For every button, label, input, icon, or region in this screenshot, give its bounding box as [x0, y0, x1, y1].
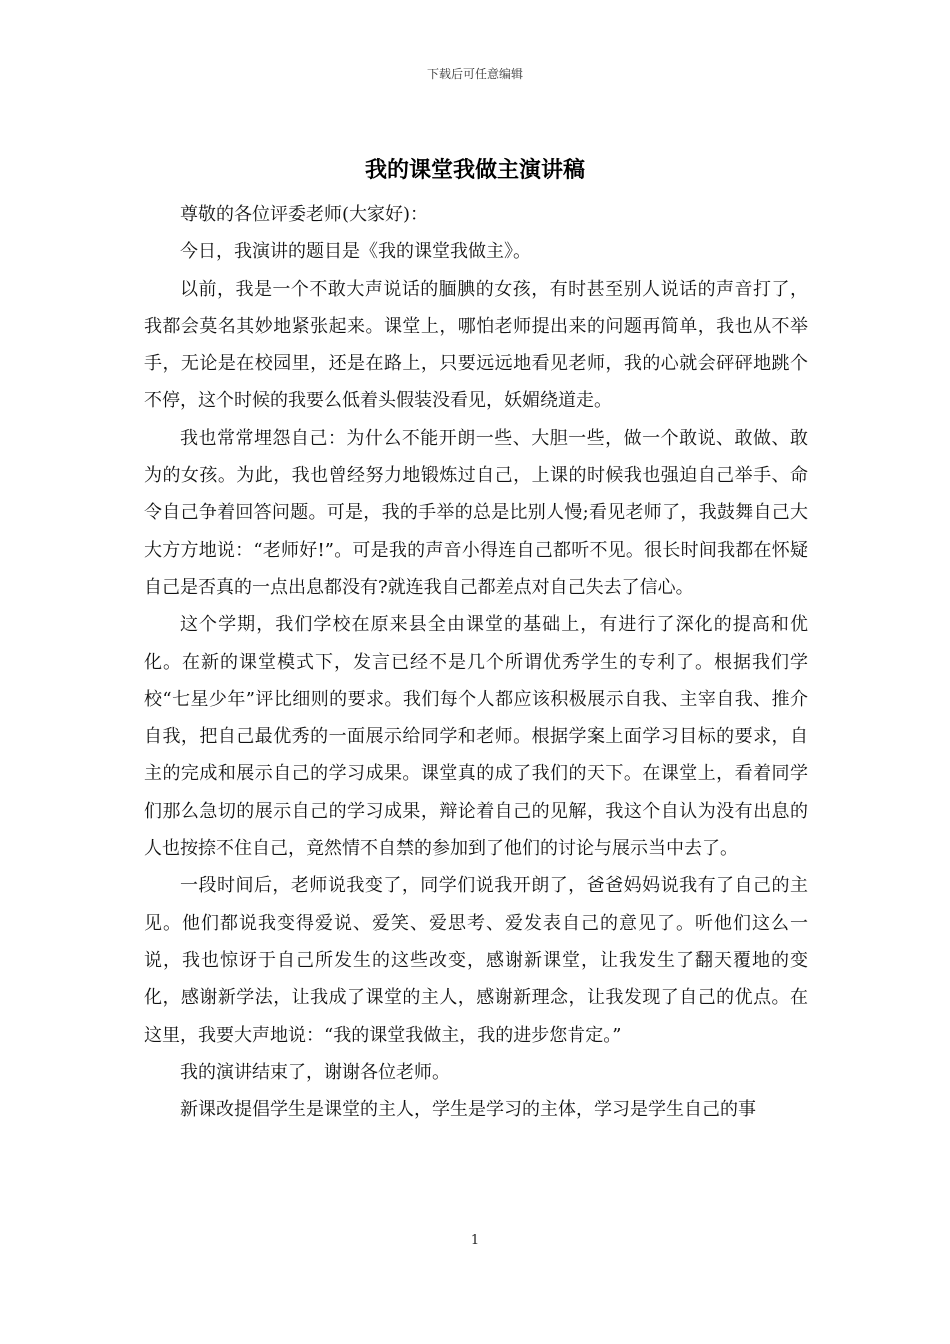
paragraph-self-doubt: 我也常常埋怨自己：为什么不能开朗一些、大胆一些，做一个敢说、敢做、敢为的女孩。为此，我也曾经努力地锻炼过自己，上课的时候我也强迫自己举手、命令自己争着回答问题。可是，我的手举的总是比别人慢;看见老师了，我鼓舞自己大大方方地说：“老师好!”。可是我的声音小得连自己都听不见。很长时间我都在怀疑自己是否真的一点出息都没有?就连我自己都差点对自己失去了信心。 [144, 427, 808, 598]
paragraph-topic: 今日，我演讲的题目是《我的课堂我做主》。 [180, 241, 531, 263]
document-title: 我的课堂我做主演讲稿 [364, 157, 585, 183]
paragraph-closing: 我的演讲结束了，谢谢各位老师。 [180, 1061, 450, 1083]
page-header-note: 下载后可任意编辑 [426, 67, 523, 81]
paragraph-past: 以前，我是一个不敢大声说话的腼腆的女孩，有时甚至别人说话的声音打了，我都会莫名其妙地紧张起来。课堂上，哪怕老师提出来的问题再简单，我也从不举手，无论是在校园里，还是在路上，只要远远地看见老师，我的心就会砰砰地跳个不停，这个时候的我要么低着头假装没看见，妖媚绕道走。 [144, 278, 808, 412]
paragraph-continuation: 新课改提倡学生是课堂的主人，学生是学习的主体，学习是学生自己的事 [180, 1099, 756, 1121]
paragraph-change: 一段时间后，老师说我变了，同学们说我开朗了，爸爸妈妈说我有了自己的主见。他们都说我变得爱说、爱笑、爱思考、爱发表自己的意见了。听他们这么一说，我也惊讶于自己所发生的这些改变，感谢新课堂，让我发生了翻天覆地的变化，感谢新学法，让我成了课堂的主人，感谢新理念，让我发现了自己的优点。在这里，我要大声地说：“我的课堂我做主，我的进步您肯定。” [144, 875, 808, 1046]
paragraph-new-classroom: 这个学期，我们学校在原来县全由课堂的基础上，有进行了深化的提高和优化。在新的课堂模式下，发言已经不是几个所谓优秀学生的专利了。根据我们学校“七星少年”评比细则的要求。我们每个人都应该积极展示自我、主宰自我、推介自我，把自己最优秀的一面展示给同学和老师。根据学案上面学习目标的要求，自主的完成和展示自己的学习成果。课堂真的成了我们的天下。在课堂上，看着同学们那么急切的展示自己的学习成果，辩论着自己的见解，我这个自认为没有出息的人也按捺不住自己，竟然情不自禁的参加到了他们的讨论与展示当中去了。 [144, 614, 808, 860]
page-number: 1 [470, 1233, 480, 1248]
paragraph-salutation: 尊敬的各位评委老师(大家好)： [180, 204, 429, 225]
document-body [144, 196, 808, 1128]
